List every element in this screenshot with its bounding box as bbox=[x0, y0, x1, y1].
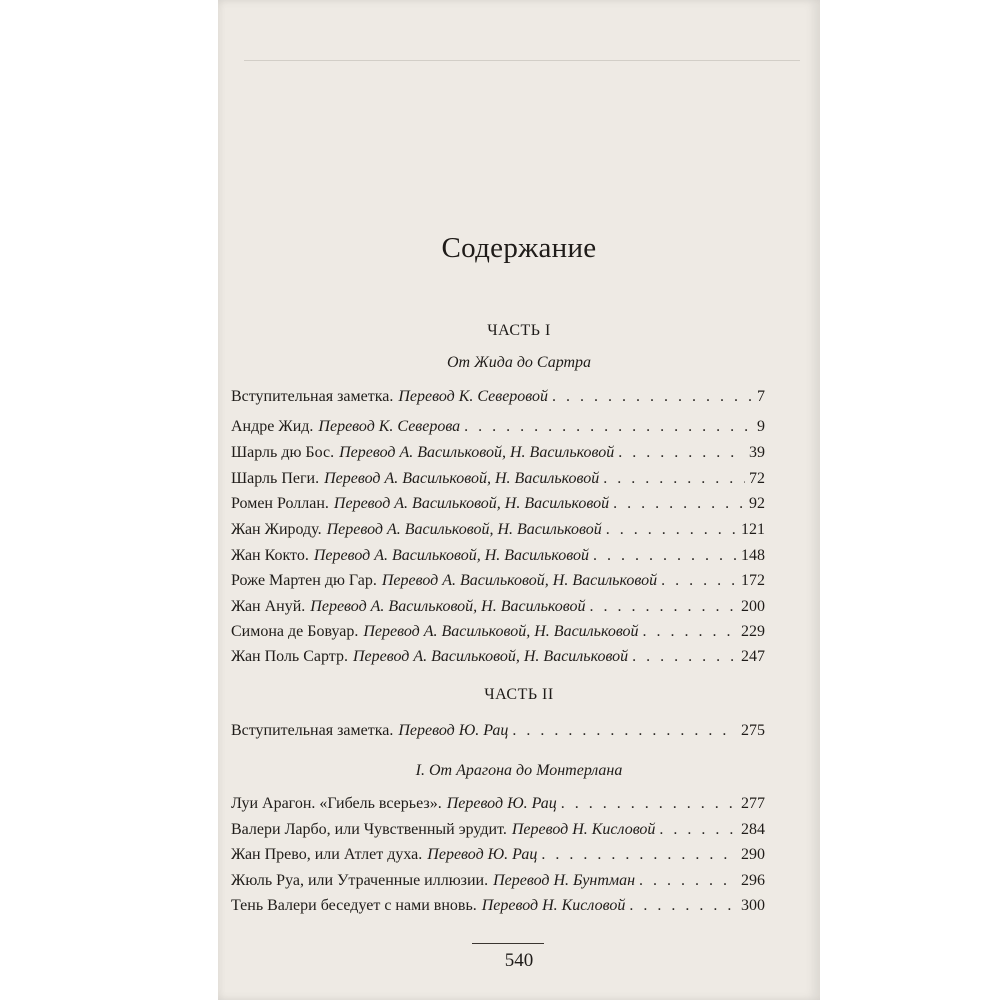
entry-page: 247 bbox=[741, 648, 765, 665]
leader-dots bbox=[552, 388, 753, 406]
leader-dots bbox=[613, 495, 745, 513]
book-page bbox=[218, 0, 820, 1000]
leader-dots bbox=[661, 572, 737, 590]
entry-author: Андре Жид. bbox=[231, 418, 314, 435]
toc-entry[interactable] bbox=[231, 388, 765, 410]
leader-dots bbox=[618, 444, 745, 462]
entry-page: 72 bbox=[749, 470, 765, 487]
entry-author: Жан Поль Сартр. bbox=[231, 648, 348, 665]
entry-page: 92 bbox=[749, 495, 765, 512]
toc-entry[interactable] bbox=[231, 846, 765, 868]
entry-author: Роже Мартен дю Гар. bbox=[231, 572, 377, 589]
entry-author: Вступительная заметка. bbox=[231, 722, 394, 739]
entry-page: 200 bbox=[741, 598, 765, 615]
entry-author: Тень Валери беседует с нами вновь. bbox=[231, 897, 477, 914]
leader-dots bbox=[639, 872, 737, 890]
toc-entry[interactable] bbox=[231, 547, 765, 569]
leader-dots bbox=[593, 547, 737, 565]
entry-translator: Перевод К. Северовой bbox=[398, 388, 549, 405]
part-1-subtitle: От Жида до Сартра bbox=[446, 354, 592, 371]
part-2-label: ЧАСТЬ II bbox=[484, 686, 554, 703]
entry-author: Луи Арагон. «Гибель всерьез». bbox=[231, 795, 442, 812]
part-2-subtitle: I. От Арагона до Монтерлана bbox=[415, 762, 623, 779]
leader-dots bbox=[603, 470, 745, 488]
entry-page: 172 bbox=[741, 572, 765, 589]
toc-entry[interactable] bbox=[231, 444, 765, 466]
entry-author: Ромен Роллан. bbox=[231, 495, 329, 512]
entry-translator: Перевод А. Васильковой, Н. Васильковой bbox=[352, 648, 629, 665]
entry-page: 7 bbox=[757, 388, 765, 405]
toc-entry[interactable] bbox=[231, 648, 765, 670]
entry-translator: Перевод А. Васильковой, Н. Васильковой bbox=[324, 470, 600, 487]
entry-page: 277 bbox=[741, 795, 765, 812]
entry-page: 275 bbox=[741, 722, 765, 739]
toc-entry[interactable] bbox=[231, 897, 765, 919]
entry-author: Шарль Пеги. bbox=[231, 470, 320, 487]
entry-author: Жан Жироду. bbox=[231, 521, 322, 538]
leader-dots bbox=[659, 821, 737, 839]
entry-page: 121 bbox=[741, 521, 765, 538]
toc-entry[interactable] bbox=[231, 872, 765, 894]
entry-author: Шарль дю Бос. bbox=[231, 444, 335, 461]
toc-entry[interactable] bbox=[231, 521, 765, 543]
toc-title: Содержание bbox=[441, 232, 597, 264]
entry-translator: Перевод А. Васильковой, Н. Васильковой bbox=[326, 521, 602, 538]
entry-author: Жюль Руа, или Утраченные иллюзии. bbox=[231, 872, 489, 889]
toc-entry[interactable] bbox=[231, 470, 765, 492]
entry-translator: Перевод А. Васильковой, Н. Васильковой bbox=[339, 444, 615, 461]
entry-translator: Перевод А. Васильковой, Н. Васильковой bbox=[333, 495, 610, 512]
entry-translator: Перевод А. Васильковой, Н. Васильковой bbox=[313, 547, 590, 564]
entry-page: 296 bbox=[741, 872, 765, 889]
leader-dots bbox=[629, 897, 737, 915]
leader-dots bbox=[464, 418, 753, 436]
entry-translator: Перевод Н. Кисловой bbox=[511, 821, 656, 838]
entry-page: 39 bbox=[749, 444, 765, 461]
entry-author: Жан Прево, или Атлет духа. bbox=[231, 846, 423, 863]
entry-page: 148 bbox=[741, 547, 765, 564]
entry-author: Жан Кокто. bbox=[231, 547, 309, 564]
page-number: 540 bbox=[504, 950, 534, 971]
entry-author: Вступительная заметка. bbox=[231, 388, 394, 405]
entry-page: 284 bbox=[741, 821, 765, 838]
entry-translator: Перевод А. Васильковой, Н. Васильковой bbox=[381, 572, 658, 589]
entry-page: 300 bbox=[741, 897, 765, 914]
leader-dots bbox=[643, 623, 737, 641]
entry-translator: Перевод А. Васильковой, Н. Васильковой bbox=[363, 623, 639, 640]
leader-dots bbox=[606, 521, 737, 539]
leader-dots bbox=[541, 846, 737, 864]
entry-translator: Перевод Ю. Рац bbox=[427, 846, 538, 863]
entry-translator: Перевод Ю. Рац bbox=[446, 795, 557, 812]
entry-page: 9 bbox=[757, 418, 765, 435]
entry-translator: Перевод Н. Кисловой bbox=[481, 897, 626, 914]
leader-dots bbox=[561, 795, 737, 813]
entry-page: 290 bbox=[741, 846, 765, 863]
toc-entry[interactable] bbox=[231, 598, 765, 620]
entry-author: Жан Ануй. bbox=[231, 598, 306, 615]
toc-entry[interactable] bbox=[231, 623, 765, 645]
folio-rule bbox=[472, 943, 544, 944]
leader-dots bbox=[512, 722, 737, 740]
entry-author: Симона де Бовуар. bbox=[231, 623, 359, 640]
toc-entry[interactable] bbox=[231, 722, 765, 744]
entry-translator: Перевод А. Васильковой, Н. Васильковой bbox=[310, 598, 586, 615]
toc-entry[interactable] bbox=[231, 418, 765, 440]
entry-author: Валери Ларбо, или Чувственный эрудит. bbox=[231, 821, 507, 838]
toc-entry[interactable] bbox=[231, 795, 765, 817]
entry-translator: Перевод Ю. Рац bbox=[398, 722, 509, 739]
toc-entry[interactable] bbox=[231, 495, 765, 517]
entry-page: 229 bbox=[741, 623, 765, 640]
toc-entry[interactable] bbox=[231, 572, 765, 594]
toc-entry[interactable] bbox=[231, 821, 765, 843]
entry-translator: Перевод Н. Бунтман bbox=[493, 872, 636, 889]
entry-translator: Перевод К. Северова bbox=[318, 418, 461, 435]
leader-dots bbox=[589, 598, 737, 616]
part-1-label: ЧАСТЬ I bbox=[487, 322, 551, 339]
leader-dots bbox=[632, 648, 737, 666]
